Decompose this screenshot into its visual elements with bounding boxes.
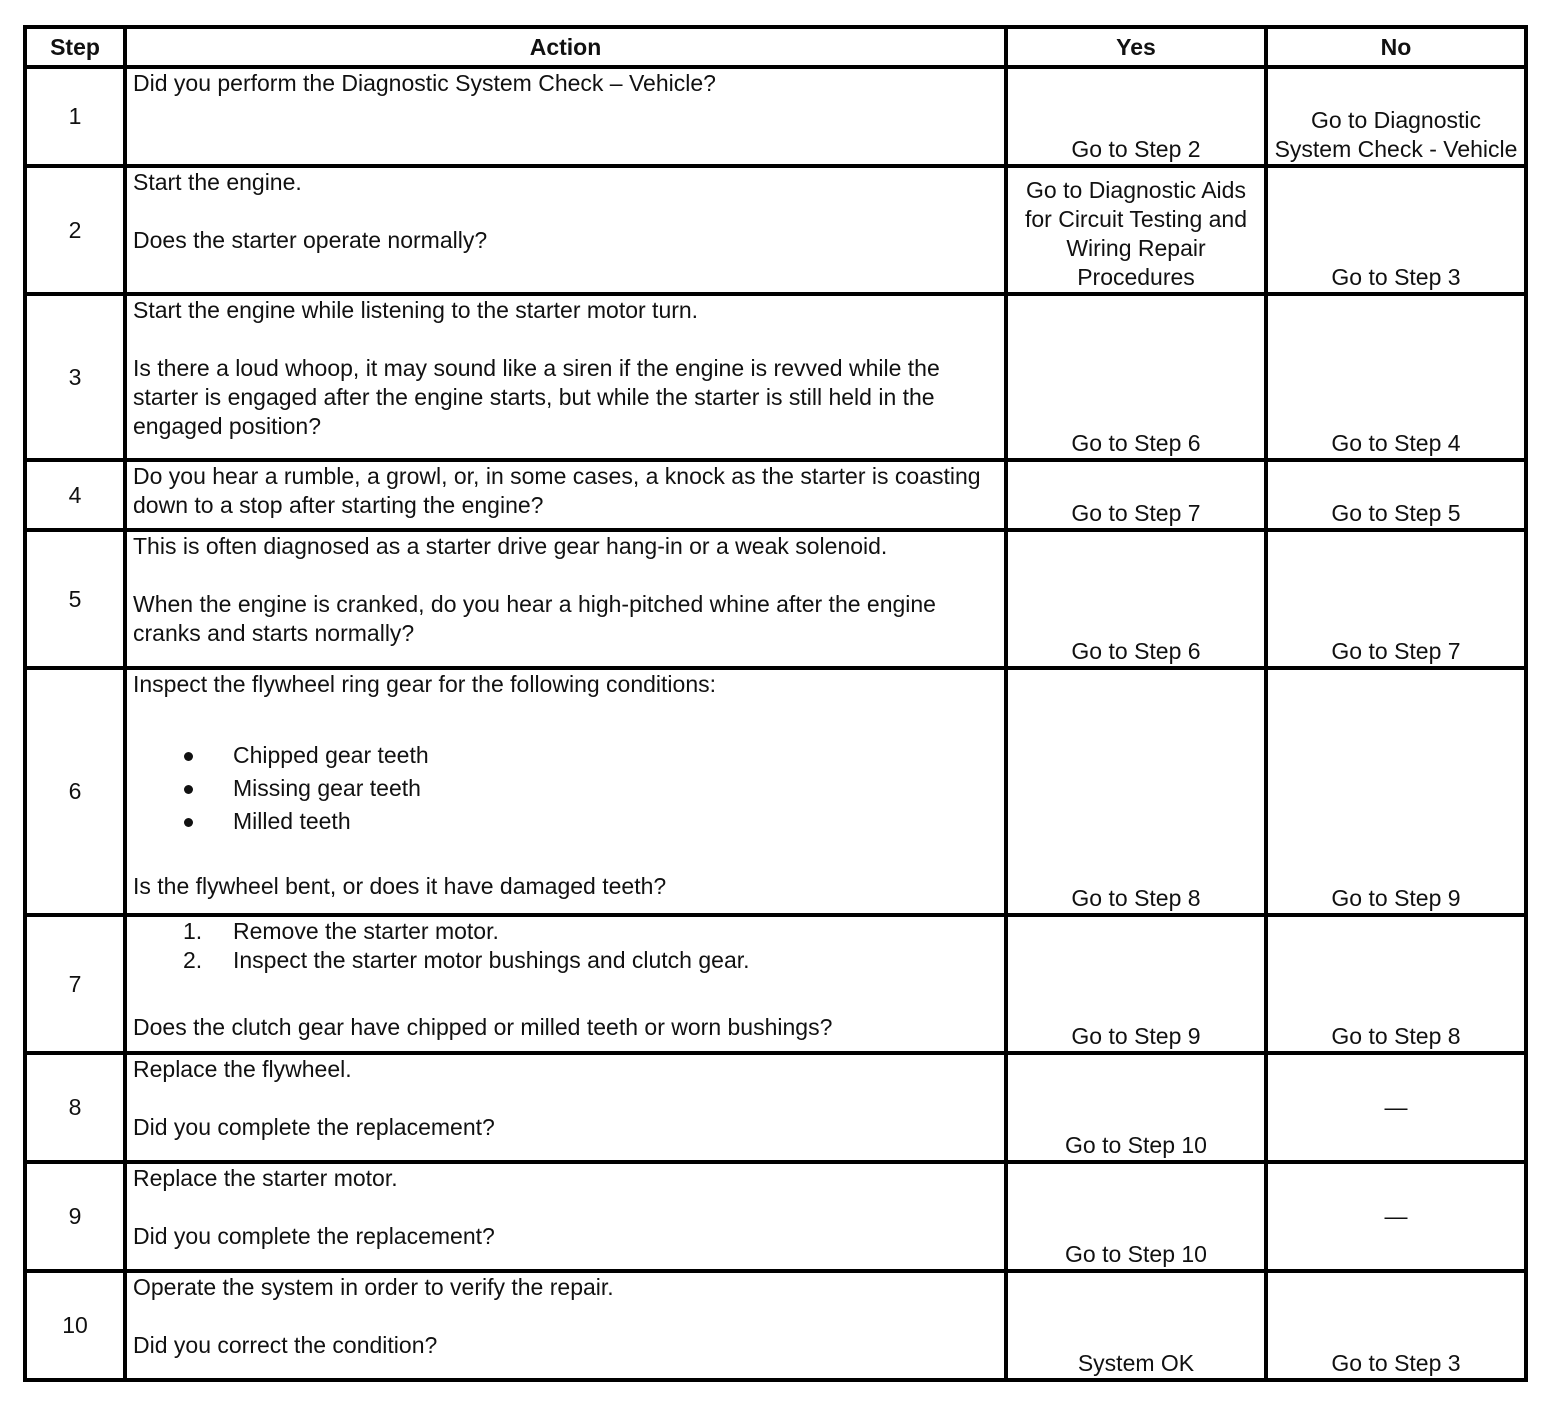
header-no: No [1266, 27, 1526, 67]
no-cell: Go to Diagnostic System Check - Vehicle [1266, 67, 1526, 166]
yes-cell: Go to Step 9 [1006, 915, 1266, 1053]
action-cell [125, 166, 1006, 294]
list-number: 1. [183, 918, 203, 944]
action-question: When the engine is cranked, do you hear a high-pitched whine after the engine cranks and starts normally? [133, 591, 936, 646]
yes-cell: Go to Diagnostic Aids for Circuit Testing and Wiring Repair Procedures [1006, 166, 1266, 294]
header-action: Action [125, 27, 1006, 67]
step-number: 8 [25, 1053, 125, 1162]
diagnostic-table [23, 25, 1528, 1382]
action-cell [125, 1053, 1006, 1162]
step-number: 6 [25, 668, 125, 915]
step-number: 7 [25, 915, 125, 1053]
step-number: 9 [25, 1162, 125, 1271]
action-question: Did you correct the condition? [133, 1332, 438, 1358]
yes-cell: Go to Step 6 [1006, 530, 1266, 668]
action-question: Did you complete the replacement? [133, 1114, 495, 1140]
no-cell: Go to Step 3 [1266, 166, 1526, 294]
step-number: 3 [25, 294, 125, 460]
list-item [133, 805, 998, 838]
list-item-text: Missing gear teeth [233, 775, 421, 801]
action-cell [125, 915, 1006, 1053]
list-item [133, 772, 998, 805]
no-cell: — [1266, 1053, 1526, 1162]
bullet-icon [184, 785, 193, 794]
action-question: Does the starter operate normally? [133, 227, 488, 253]
step-number: 2 [25, 166, 125, 294]
no-cell: — [1266, 1162, 1526, 1271]
action-text: Operate the system in order to verify the repair. [133, 1274, 614, 1300]
action-text: Start the engine while listening to the starter motor turn. [133, 297, 699, 323]
action-cell [125, 294, 1006, 460]
table-row [25, 166, 1526, 294]
action-text: Replace the starter motor. [133, 1165, 398, 1191]
table-row [25, 668, 1526, 915]
table-row [25, 294, 1526, 460]
list-item [133, 739, 998, 772]
no-cell: Go to Step 9 [1266, 668, 1526, 915]
bullet-icon [184, 818, 193, 827]
diagnostic-table-container [23, 25, 1528, 1382]
yes-cell: System OK [1006, 1271, 1266, 1380]
table-row [25, 1162, 1526, 1271]
table-row [25, 1053, 1526, 1162]
step-number: 1 [25, 67, 125, 166]
table-row [25, 67, 1526, 166]
step-number: 4 [25, 460, 125, 530]
action-text: Did you perform the Diagnostic System Check – Vehicle? [133, 70, 716, 96]
action-text: Inspect the flywheel ring gear for the following conditions: [133, 671, 716, 697]
no-cell: Go to Step 4 [1266, 294, 1526, 460]
yes-cell: Go to Step 7 [1006, 460, 1266, 530]
list-item-text: Milled teeth [233, 808, 351, 834]
action-question: Is there a loud whoop, it may sound like a siren if the engine is revved while the starter is engaged after the engine starts, but while the starter is still held in the engaged position? [133, 355, 940, 439]
action-cell [125, 668, 1006, 915]
action-cell [125, 1271, 1006, 1380]
table-row [25, 915, 1526, 1053]
action-text: Replace the flywheel. [133, 1056, 352, 1082]
yes-cell: Go to Step 10 [1006, 1053, 1266, 1162]
header-row [25, 27, 1526, 67]
yes-cell: Go to Step 10 [1006, 1162, 1266, 1271]
list-item-text: Remove the starter motor. [233, 918, 499, 944]
yes-cell: Go to Step 6 [1006, 294, 1266, 460]
step-number: 10 [25, 1271, 125, 1380]
table-row [25, 1271, 1526, 1380]
table-row [25, 460, 1526, 530]
header-yes: Yes [1006, 27, 1266, 67]
yes-cell: Go to Step 8 [1006, 668, 1266, 915]
action-text: This is often diagnosed as a starter drive gear hang-in or a weak solenoid. [133, 533, 888, 559]
bullet-icon [184, 752, 193, 761]
no-cell: Go to Step 7 [1266, 530, 1526, 668]
condition-list [133, 739, 998, 838]
action-cell [125, 67, 1006, 166]
list-number: 2. [183, 947, 203, 973]
action-question: Did you complete the replacement? [133, 1223, 495, 1249]
list-item [133, 946, 998, 975]
list-item-text: Chipped gear teeth [233, 742, 429, 768]
header-step: Step [25, 27, 125, 67]
step-number: 5 [25, 530, 125, 668]
no-cell: Go to Step 3 [1266, 1271, 1526, 1380]
no-cell: Go to Step 8 [1266, 915, 1526, 1053]
action-question: Does the clutch gear have chipped or milled teeth or worn bushings? [133, 1014, 833, 1040]
action-text: Start the engine. [133, 169, 302, 195]
no-cell: Go to Step 5 [1266, 460, 1526, 530]
list-item [133, 917, 998, 946]
table-row [25, 530, 1526, 668]
action-cell [125, 530, 1006, 668]
list-item-text: Inspect the starter motor bushings and clutch gear. [233, 947, 750, 973]
action-cell [125, 460, 1006, 530]
yes-cell: Go to Step 2 [1006, 67, 1266, 166]
procedure-list [133, 917, 998, 975]
action-cell [125, 1162, 1006, 1271]
action-question: Is the flywheel bent, or does it have damaged teeth? [133, 873, 667, 899]
action-question: Do you hear a rumble, a growl, or, in some cases, a knock as the starter is coasting down to a stop after starting the engine? [133, 463, 981, 518]
